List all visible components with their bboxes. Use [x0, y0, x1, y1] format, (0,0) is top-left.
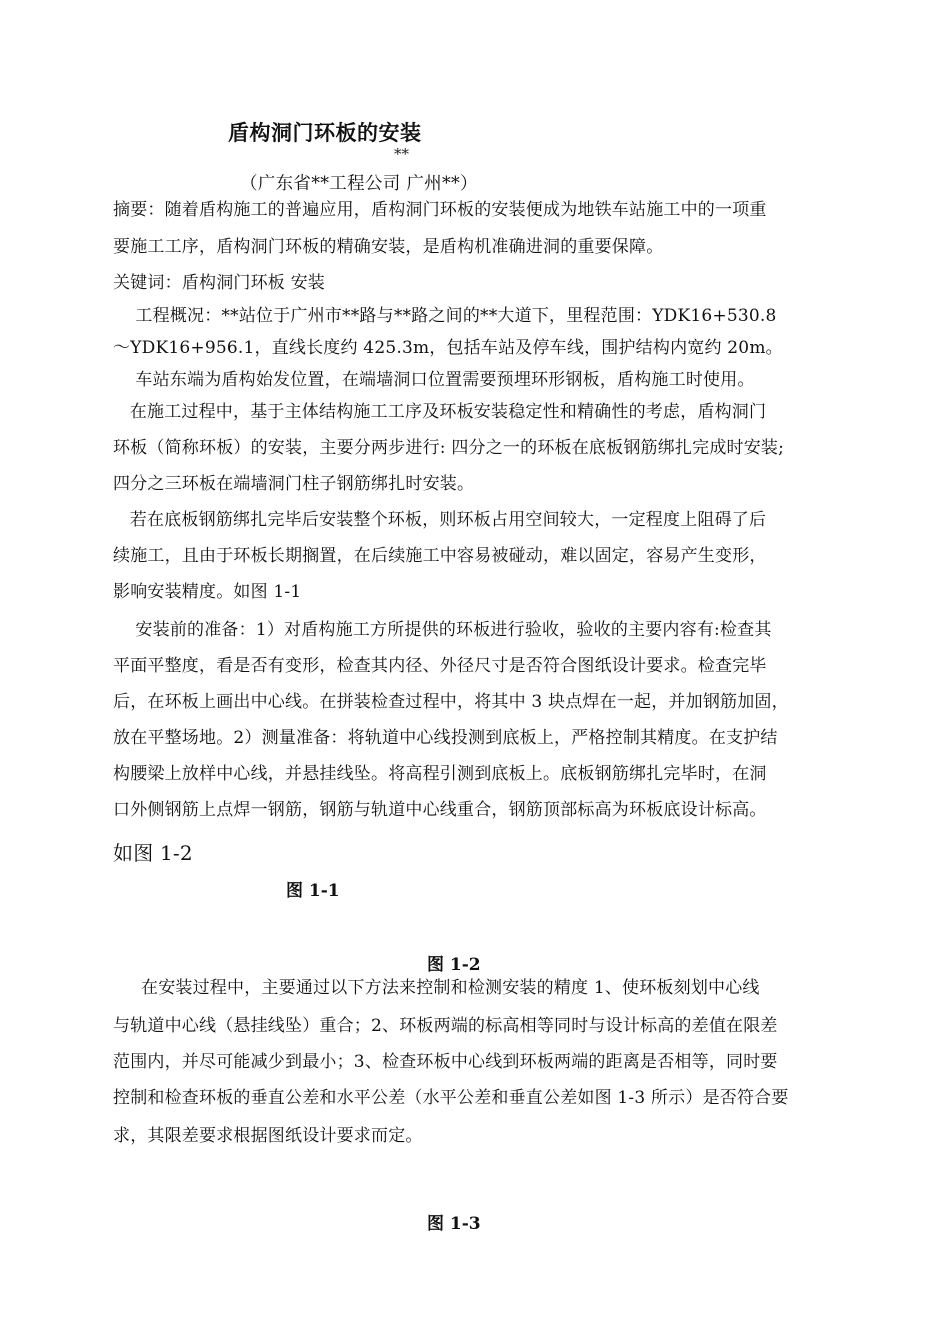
body-line: 放在平整场地。2）测量准备：将轨道中心线投测到底板上，严格控制其精度。在支护结	[113, 728, 778, 748]
body-line: 在施工过程中，基于主体结构施工工序及环板安装稳定性和精确性的考虑，盾构洞门	[113, 402, 767, 422]
figure-caption-1-2: 图 1-2	[427, 955, 481, 975]
body-line: 影响安装精度。如图 1-1	[113, 582, 302, 602]
body-line: 口外侧钢筋上点焊一钢筋，钢筋与轨道中心线重合，钢筋顶部标高为环板底设计标高。	[113, 800, 767, 820]
body-line: 车站东端为盾构始发位置，在端墙洞口位置需要预埋环形钢板，盾构施工时使用。	[113, 370, 755, 390]
body-line: 构腰梁上放样中心线，并悬挂线坠。将高程引测到底板上。底板钢筋绑扎完毕时，在洞	[113, 764, 767, 784]
body-line: 后，在环板上画出中心线。在拼装检查过程中，将其中 3 块点焊在一起，并加钢筋加固，	[113, 692, 789, 712]
body-line: 范围内，并尽可能减少到最小；3、检查环板中心线到环板两端的距离是否相等，同时要	[113, 1052, 778, 1072]
abstract-line-1: 摘要：随着盾构施工的普遍应用，盾构洞门环板的安装便成为地铁车站施工中的一项重	[113, 200, 767, 220]
affiliation-line: （广东省**工程公司 广州**）	[240, 174, 478, 194]
body-line: 若在底板钢筋绑扎完毕后安装整个环板，则环板占用空间较大，一定程度上阻碍了后	[113, 510, 767, 530]
body-line: 求，其限差要求根据图纸设计要求而定。	[113, 1126, 423, 1146]
body-line: 在安装过程中，主要通过以下方法来控制和检测安装的精度 1、使环板刻划中心线	[113, 978, 760, 998]
author-line: **	[394, 145, 409, 163]
figure-caption-1-3: 图 1-3	[427, 1214, 481, 1234]
body-line: 如图 1-2	[113, 841, 193, 865]
document-title: 盾构洞门环板的安装	[228, 121, 422, 145]
abstract-line-2: 要施工工序，盾构洞门环板的精确安装，是盾构机准确进洞的重要保障。	[113, 237, 664, 257]
body-line: ～YDK16+956.1，直线长度约 425.3m，包括车站及停车线，围护结构内宽约 20m。	[113, 338, 783, 358]
body-line: 安装前的准备：1）对盾构施工方所提供的环板进行验收，验收的主要内容有:检查其	[113, 620, 772, 640]
figure-caption-1-1: 图 1-1	[286, 881, 340, 901]
keywords-line: 关键词：盾构洞门环板 安装	[113, 273, 326, 293]
body-line: 四分之三环板在端墙洞门柱子钢筋绑扎时安装。	[113, 474, 475, 494]
body-line: 工程概况：**站位于广州市**路与**路之间的**大道下，里程范围：YDK16+530.8	[113, 306, 777, 326]
body-line: 与轨道中心线（悬挂线坠）重合；2、环板两端的标高相等同时与设计标高的差值在限差	[113, 1016, 778, 1036]
body-line: 平面平整度，看是否有变形，检查其内径、外径尺寸是否符合图纸设计要求。检查完毕	[113, 656, 767, 676]
body-line: 环板（简称环板）的安装，主要分两步进行: 四分之一的环板在底板钢筋绑扎完成时安装;	[113, 438, 785, 458]
body-line: 续施工，且由于环板长期搁置，在后续施工中容易被碰动，难以固定，容易产生变形，	[113, 546, 767, 566]
body-line: 控制和检查环板的垂直公差和水平公差（水平公差和垂直公差如图 1-3 所示）是否符合要	[113, 1088, 789, 1108]
